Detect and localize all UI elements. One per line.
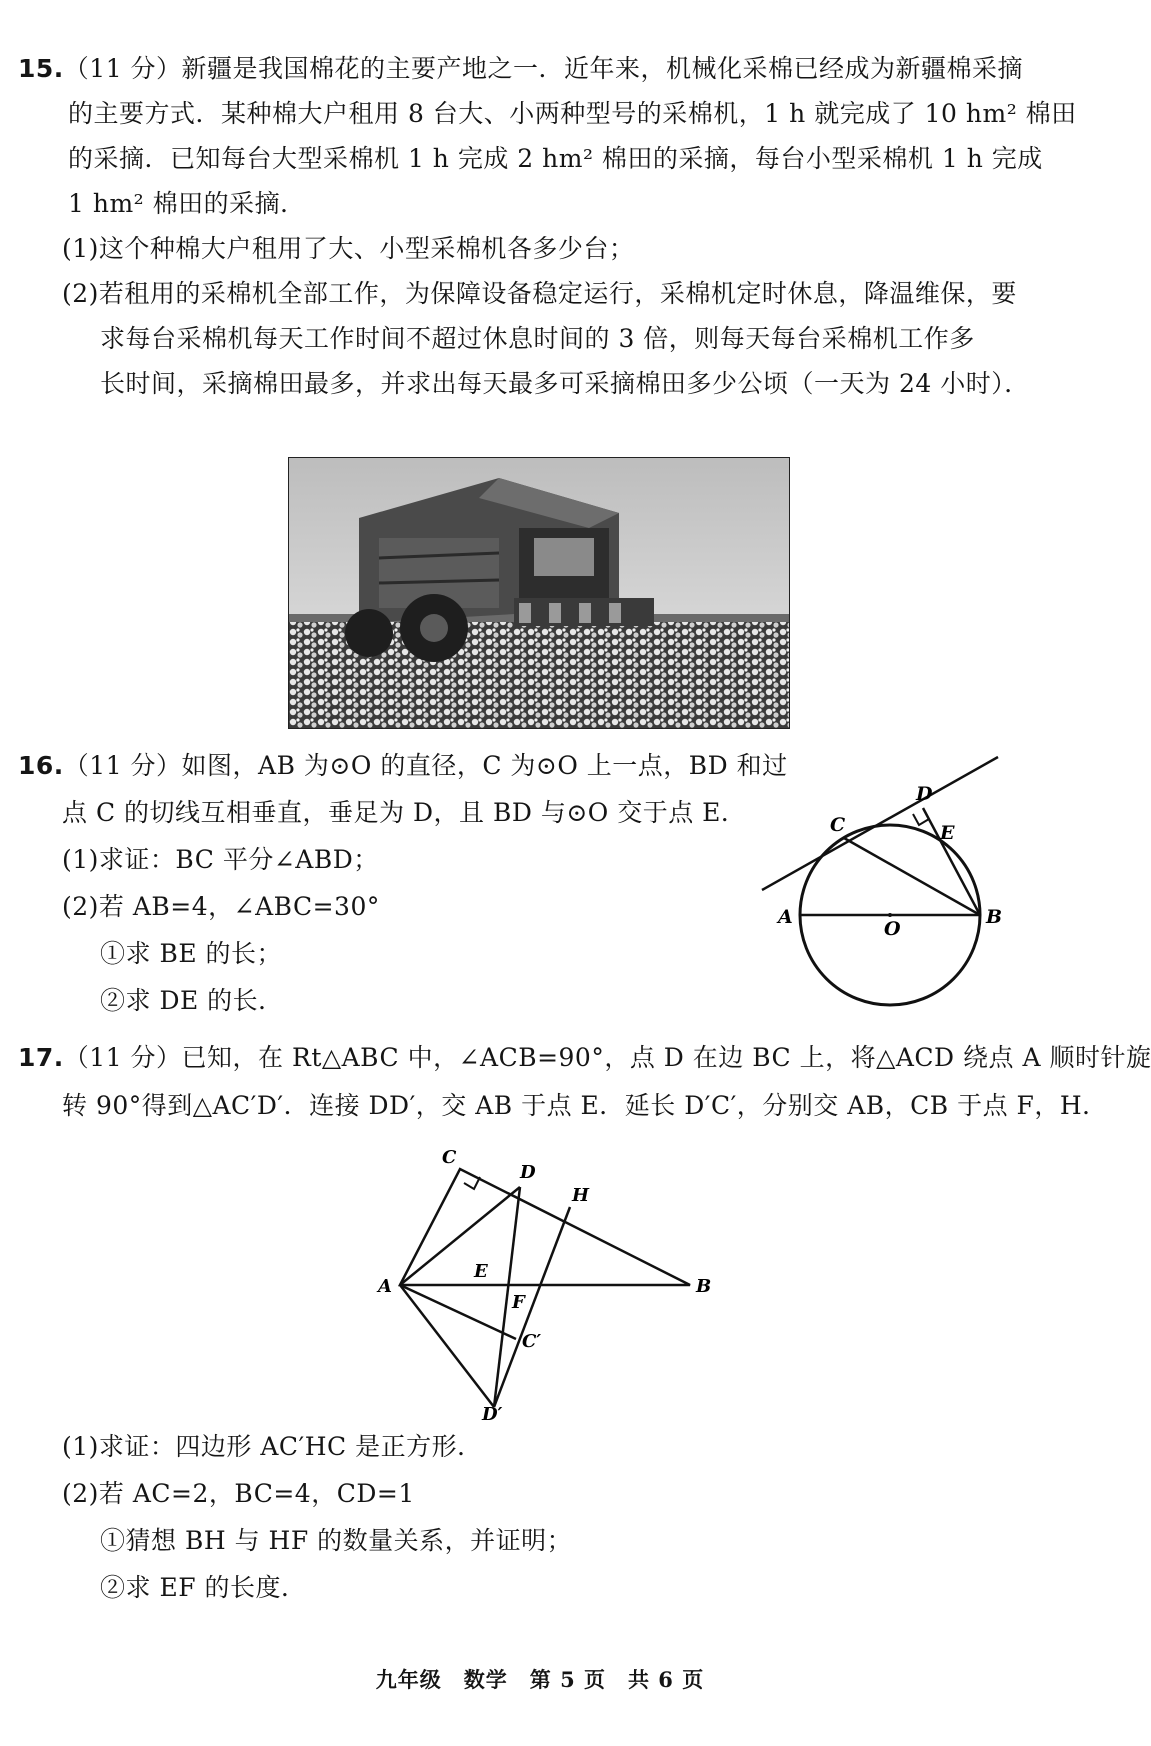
label-c: C [442, 1147, 457, 1168]
segment-ac1 [400, 1285, 516, 1339]
q16-sub2: (2)若 AB=4，∠ABC=30° [62, 892, 380, 921]
label-d: D [520, 1162, 536, 1183]
q16-sub2b: ②求 DE 的长． [100, 986, 284, 1015]
label-o: O [884, 918, 901, 940]
cotton-picker-photo [288, 457, 790, 729]
q15-number: 15. [18, 54, 64, 83]
q15-line-3: 的采摘．已知每台大型采棉机 1 h 完成 2 hm² 棉田的采摘，每台小型采棉机 1 h 完成 [68, 144, 1043, 173]
label-h: H [572, 1185, 590, 1206]
q17-line-1 [18, 1041, 1151, 1075]
label-f: F [512, 1292, 525, 1313]
q17-triangle-figure [370, 1145, 720, 1425]
label-a: A [378, 1276, 392, 1297]
label-e: E [474, 1261, 488, 1282]
tangent-line [762, 757, 998, 890]
q17-number: 17. [18, 1043, 64, 1072]
q17-sub2b: ②求 EF 的长度． [100, 1573, 307, 1602]
label-e: E [940, 822, 955, 844]
q17-text-1: （11 分）已知，在 Rt△ABC 中，∠ACB=90°，点 D 在边 BC 上，将△ACD 绕点 A 顺时针旋 [63, 1043, 1151, 1072]
label-d: D [916, 783, 933, 805]
label-a: A [778, 906, 793, 928]
q17-sub2a: ①猜想 BH 与 HF 的数量关系，并证明； [100, 1526, 573, 1555]
label-b: B [986, 906, 1003, 928]
q15-sub2-line-3: 长时间，采摘棉田最多，并求出每天最多可采摘棉田多少公顷（一天为 24 小时）． [100, 369, 1030, 398]
q16-line-2: 点 C 的切线互相垂直，垂足为 D，且 BD 与⊙O 交于点 E． [62, 798, 747, 827]
triangle-abc [400, 1169, 690, 1285]
q15-line-2: 的主要方式．某种棉大户租用 8 台大、小两种型号的采棉机，1 h 就完成了 10 hm² 棉田 [68, 99, 1077, 128]
q15-line-1 [18, 52, 1023, 86]
label-d-prime: D′ [482, 1404, 503, 1425]
q15-sub1: (1)这个种棉大户租用了大、小型采棉机各多少台； [62, 234, 635, 263]
q16-number: 16. [18, 751, 64, 780]
q15-text-1: （11 分）新疆是我国棉花的主要产地之一．近年来，机械化采棉已经成为新疆棉采摘 [63, 54, 1024, 83]
q16-text-1: （11 分）如图，AB 为⊙O 的直径，C 为⊙O 上一点，BD 和过 [63, 751, 788, 780]
q17-sub1: (1)求证：四边形 AC′HC 是正方形． [62, 1432, 483, 1461]
q15-sub2-line-1: (2)若租用的采棉机全部工作，为保障设备稳定运行，采棉机定时休息，降温维保，要 [62, 279, 1017, 308]
q16-line-1 [18, 749, 788, 783]
q17-line-2: 转 90°得到△AC′D′．连接 DD′，交 AB 于点 E．延长 D′C′，分别交 AB，CB 于点 F，H． [62, 1091, 1108, 1120]
label-c: C [830, 814, 846, 836]
label-b: B [696, 1276, 712, 1297]
cotton-picker-illustration [289, 458, 789, 728]
page-footer: 九年级 数学 第 5 页 共 6 页 [375, 1667, 705, 1692]
q16-sub1: (1)求证：BC 平分∠ABD； [62, 845, 379, 874]
q15-sub2-line-2: 求每台采棉机每天工作时间不超过休息时间的 3 倍，则每天每台采棉机工作多 [100, 324, 975, 353]
q16-sub2a: ①求 BE 的长； [100, 939, 283, 968]
q17-sub2: (2)若 AC=2，BC=4，CD=1 [62, 1479, 415, 1508]
q16-circle-figure [760, 745, 1003, 1005]
segment-ad1 [400, 1285, 494, 1407]
segment-ad [400, 1187, 520, 1285]
label-c-prime: C′ [522, 1331, 542, 1352]
center-dot [888, 913, 892, 917]
q15-line-4: 1 hm² 棉田的采摘． [68, 189, 306, 218]
